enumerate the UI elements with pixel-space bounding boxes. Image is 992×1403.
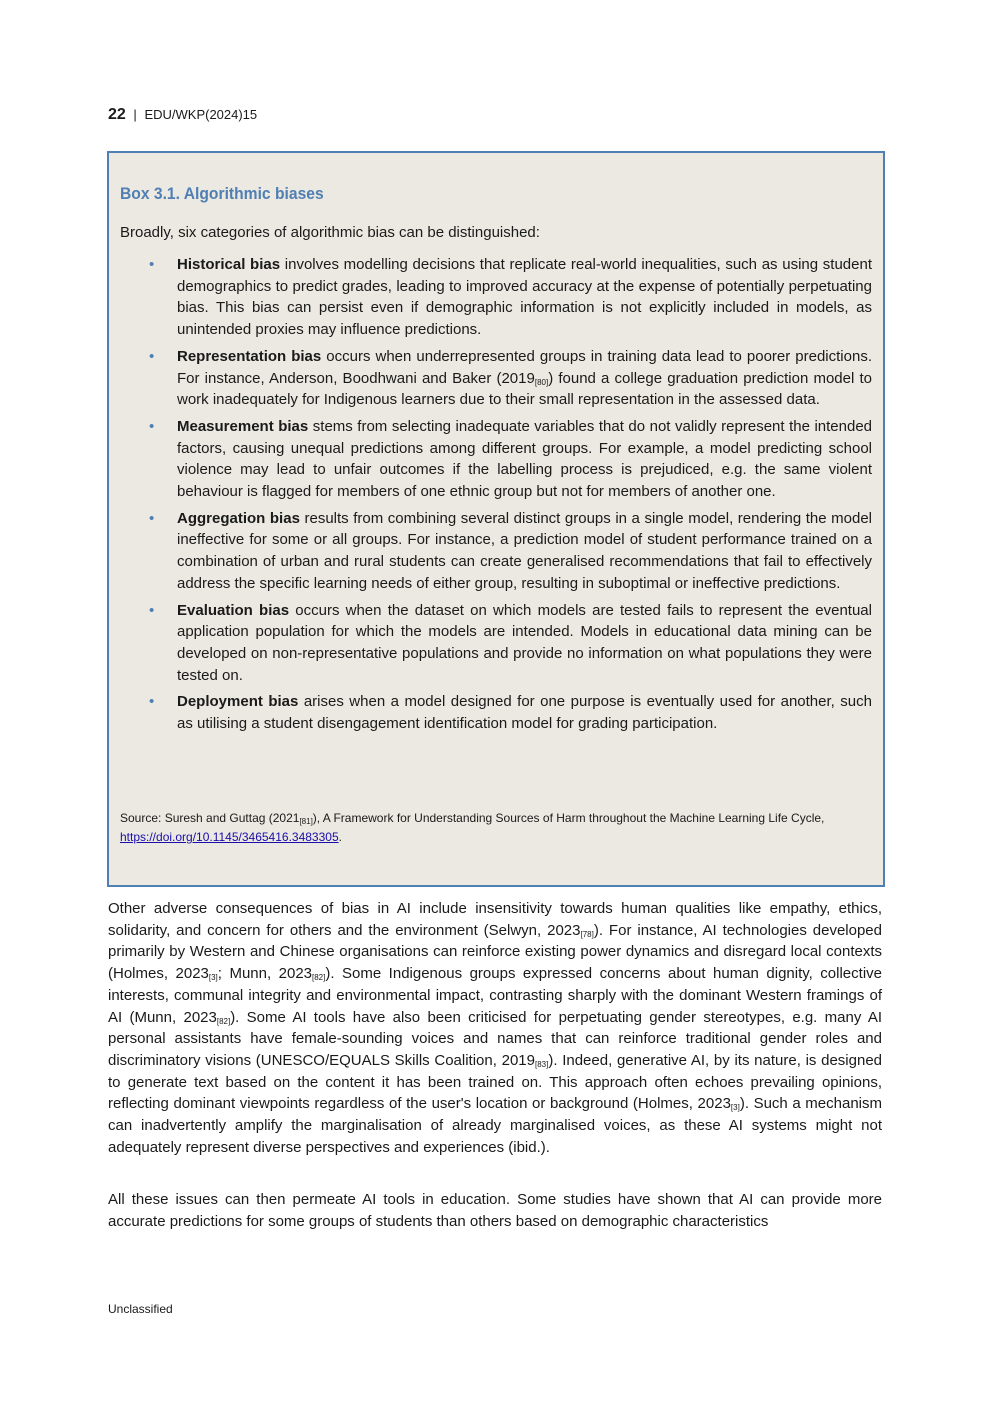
bullet-icon: • bbox=[149, 693, 155, 711]
list-item bbox=[109, 416, 883, 503]
bias-term: Aggregation bias bbox=[177, 509, 300, 527]
bullet-icon: • bbox=[149, 509, 155, 527]
header-separator: | bbox=[133, 107, 137, 122]
bias-list bbox=[109, 254, 883, 740]
list-item-text: Representation bias occurs when underrepresented groups in training data lead to poorer predictions. For instance, Anderson, Boodhwani and Baker $(2019_{[80]})$ found a college graduation prediction model to work inadequately for Indigenous learners due to their small representation in the assessed data. bbox=[177, 347, 872, 409]
bias-term: Measurement bias bbox=[177, 417, 309, 435]
reference-marker[interactable]: [3] bbox=[208, 973, 218, 983]
bullet-icon: • bbox=[149, 417, 155, 435]
reference-marker[interactable]: [3] bbox=[730, 1103, 740, 1113]
list-item bbox=[109, 691, 883, 734]
list-item bbox=[109, 254, 883, 341]
reference-marker[interactable]: [80] bbox=[534, 377, 549, 387]
reference-marker[interactable]: [81] bbox=[299, 817, 313, 826]
list-item-text: Deployment bias arises when a model designed for one purpose is eventually used for another, such as utilising a student disengagement identification model for grading participation. bbox=[177, 693, 872, 733]
body-paragraph: All these issues can then permeate AI tools in education. Some studies have shown that AI can provide more accurate predictions for some groups of students than others based on demographic characteristics bbox=[108, 1191, 882, 1230]
reference-marker[interactable]: [82] bbox=[312, 973, 326, 983]
list-item bbox=[109, 600, 883, 687]
bullet-icon: • bbox=[149, 347, 155, 365]
bias-term: Representation bias bbox=[177, 347, 322, 365]
bias-term: Deployment bias bbox=[177, 693, 299, 711]
classification-footer: Unclassified bbox=[108, 1302, 173, 1316]
reference-marker[interactable]: [83] bbox=[535, 1059, 549, 1069]
page-header bbox=[108, 106, 257, 124]
reference-marker[interactable]: [78] bbox=[580, 929, 594, 939]
doi-link[interactable]: https://doi.org/10.1145/3465416.3483305 bbox=[120, 830, 339, 844]
list-item-text: Aggregation bias results from combining several distinct groups in a single model, rendering the model ineffective for some or all groups. For instance, a prediction model of student performance trained on a combination of urban and rural students can create generalised recommendations that fail to effectively address the specific learning needs of either group, resulting in suboptimal or ineffective predictions. bbox=[177, 509, 873, 592]
box-intro: Broadly, six categories of algorithmic bias can be distinguished: bbox=[120, 224, 540, 241]
bias-term: Historical bias bbox=[177, 256, 281, 273]
list-item bbox=[109, 346, 883, 411]
list-item-text: Measurement bias stems from selecting inadequate variables that do not validly represent the intended factors, causing unequal predictions among different groups. For example, a model predicting school violence may lead to unfair outcomes if the labelling process is prejudiced, e.g. the same violent behaviour is flagged for members of one ethnic group but not for members of another one. bbox=[177, 417, 873, 501]
box-source: Source: Suresh and Guttag $(2021_{[81]})$, A Framework for Understanding Sources of Harm throughout the Machine Learning Life Cycle, https://doi.org/10.1145/3465416.3483305. bbox=[120, 811, 825, 844]
list-item-text: Historical bias involves modelling decisions that replicate real-world inequalities, such as using student demographics to predict grades, leading to improved accuracy at the expense of potentially perpetuating bias. This bias can persist even if demographic information is not explicitly included in models, as unintended proxies may influence predictions. bbox=[177, 256, 873, 339]
bullet-icon: • bbox=[149, 256, 155, 273]
document-code: EDU/WKP(2024)15 bbox=[144, 107, 258, 122]
reference-marker[interactable]: [82] bbox=[216, 1016, 231, 1026]
info-box bbox=[107, 151, 885, 887]
page-number: 22 bbox=[108, 106, 126, 123]
list-item bbox=[109, 508, 883, 595]
body-paragraph: Other adverse consequences of bias in AI include insensitivity towards human qualities like empathy, ethics, solidarity, and concern for others and the environment (Selwyn, $2023_{[78]}$). For instance, AI technologies developed primarily by Western and Chinese organisations can reinforce existing power dynamics and disregard local contexts (Holmes, $2023_{[3]}$; Munn, $2023_{[82]}$). Some Indigenous groups expressed concerns about human dignity, collective interests, communal integrity and environmental impact, contrasting sharply with the dominant Western framings of AI (Munn, $2023_{[82]}$). Some AI tools have also been criticised for perpetuating gender stereotypes, e.g. many AI personal assistants have female-sounding voices and names that can reinforce traditional gender roles and discriminatory visions (UNESCO/EQUALS Skills Coalition, $2019_{[83]}$). Indeed, generative AI, by its nature, is designed to generate text based on the content it has been trained on. This approach often echoes prevailing opinions, reflecting dominant viewpoints regardless of the user's location or background (Holmes, $2023_{[3]}$). Such a mechanism can inadvertently amplify the marginalisation of already marginalised voices, as these AI systems might not adequately represent diverse perspectives and experiences (ibid.). bbox=[108, 900, 883, 1156]
bullet-icon: • bbox=[149, 601, 155, 619]
list-item-text: Evaluation bias occurs when the dataset on which models are tested fails to represent the eventual application population for which the models are intended. Models in educational data mining can be developed on non-representative populations and provide no information on what populations they were tested on. bbox=[177, 601, 872, 684]
box-title: Box 3.1. Algorithmic biases bbox=[120, 184, 324, 203]
bias-term: Evaluation bias bbox=[177, 601, 290, 619]
